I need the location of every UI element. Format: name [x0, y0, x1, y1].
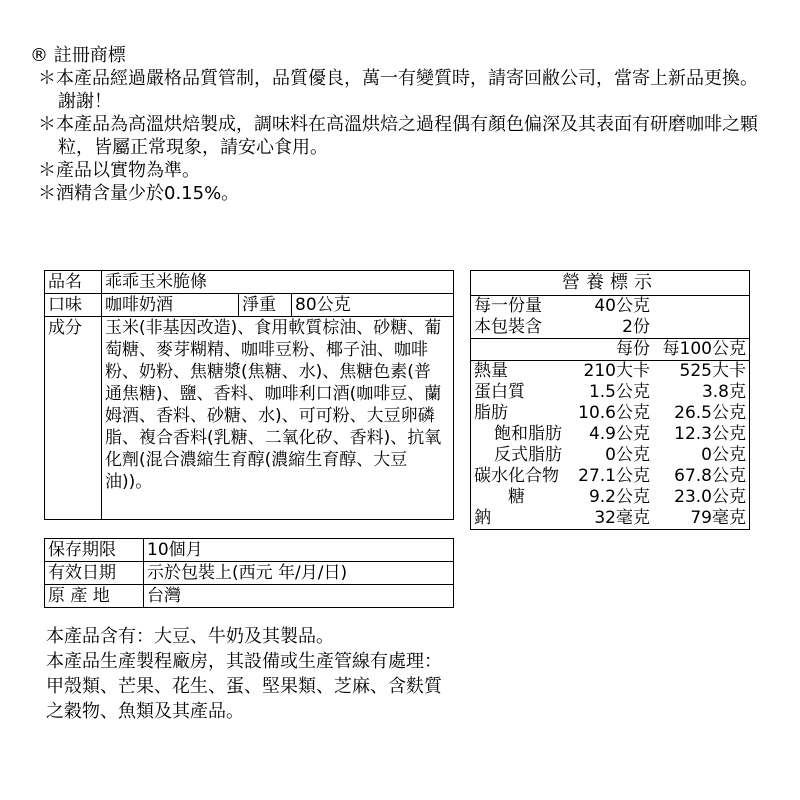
serving-label: 每一份量 [474, 296, 542, 316]
nutrient-per: 32毫克 [594, 508, 650, 528]
ingredients-value: 玉米(非基因改造)、食用軟質棕油、砂糖、葡萄糖、麥芽糊精、咖啡豆粉、椰子油、咖啡粉、奶粉、焦糖漿(焦糖、水)、焦糖色素(普通焦糖)、鹽、香料、咖啡利口酒(咖啡豆、蘭姆酒、香料、砂糖、水)、可可粉、大豆卵磷脂、複合香料(乳糖、二氧化矽、香料)、抗氧化劑(混合濃縮生育醇(濃縮生育醇、大豆油))。 [102, 317, 454, 520]
allergy-section [46, 624, 766, 724]
col-per-100: 每100公克 [662, 339, 746, 359]
registered-mark: ® 註冊商標 [30, 45, 126, 66]
nutrient-per100: 525大卡 [679, 361, 746, 381]
nutrient-per100: 0公克 [701, 445, 746, 465]
name-label: 品名 [45, 271, 102, 294]
nutrient-name: 脂肪 [474, 403, 508, 423]
notes-section [30, 44, 770, 205]
nutrition-row [471, 382, 749, 403]
nutrient-per: 10.6公克 [578, 403, 650, 423]
nutrient-per: 9.2公克 [588, 487, 650, 507]
nutrient-per100: 26.5公克 [674, 403, 746, 423]
allergy-line-2: 本產品生產製程廠房，其設備或生產管線有處理： [46, 651, 442, 672]
product-info-table [44, 270, 454, 520]
nutrition-row [471, 487, 749, 508]
net-label: 淨重 [239, 294, 292, 317]
serving-value: 40公克 [594, 296, 650, 316]
allergy-line-3: 甲殼類、芒果、花生、蛋、堅果類、芝麻、含麩質 [46, 676, 442, 697]
nutrient-name: 反式脂肪 [494, 445, 562, 465]
nutrition-row [471, 508, 749, 529]
note-alcohol: ＊酒精含量少於0.15%。 [38, 183, 240, 204]
nutrient-per: 27.1公克 [578, 466, 650, 486]
nutrient-per: 0公克 [605, 445, 650, 465]
expiry-value: 示於包裝上(西元 年/月/日) [144, 562, 454, 585]
note-baking: ＊本產品為高溫烘焙製成，調味料在高溫烘焙之過程偶有顏色偏深及其表面有研磨咖啡之顆粒，皆屬正常現象，請安心食用。 [38, 114, 758, 158]
nutrient-name: 糖 [508, 487, 525, 507]
allergy-line-1: 本產品含有：大豆、牛奶及其製品。 [46, 626, 334, 647]
col-per-serving: 每份 [616, 339, 650, 359]
nutrition-title: 營養標示 [471, 271, 749, 296]
nutrient-name: 碳水化合物 [474, 466, 559, 486]
nutrient-per100: 12.3公克 [674, 424, 746, 444]
nutrient-per100: 3.8克 [701, 382, 746, 402]
nutrition-row [471, 466, 749, 487]
servings-value: 2份 [622, 317, 650, 337]
nutrient-name: 鈉 [474, 508, 491, 528]
flavor-label: 口味 [45, 294, 102, 317]
nutrition-row [471, 361, 749, 382]
origin-value: 台灣 [144, 585, 454, 608]
product-dates-table [44, 538, 454, 608]
note-quality: ＊本產品經過嚴格品質管制，品質優良，萬一有變質時，請寄回敝公司，當寄上新品更換。謝謝！ [38, 68, 758, 112]
shelf-value: 10個月 [144, 539, 454, 562]
ingredients-label: 成分 [45, 317, 102, 520]
nutrient-per: 1.5公克 [588, 382, 650, 402]
nutrient-per: 4.9公克 [588, 424, 650, 444]
nutrition-row [471, 424, 749, 445]
nutrition-row [471, 445, 749, 466]
nutrient-name: 熱量 [474, 361, 508, 381]
nutrient-per100: 67.8公克 [674, 466, 746, 486]
nutrition-row [471, 403, 749, 424]
nutrient-per100: 23.0公克 [674, 487, 746, 507]
flavor-value: 咖啡奶酒 [102, 294, 239, 317]
nutrient-name: 飽和脂肪 [494, 424, 562, 444]
expiry-label: 有效日期 [45, 562, 144, 585]
note-actual: ＊產品以實物為準。 [38, 160, 200, 181]
nutrient-per100: 79毫克 [690, 508, 746, 528]
product-name: 乖乖玉米脆條 [102, 271, 454, 294]
nutrient-name: 蛋白質 [474, 382, 525, 402]
allergy-line-4: 之穀物、魚類及其產品。 [46, 701, 244, 722]
nutrient-per: 210大卡 [583, 361, 650, 381]
shelf-label: 保存期限 [45, 539, 144, 562]
net-value: 80公克 [292, 294, 454, 317]
servings-label: 本包裝含 [474, 317, 542, 337]
origin-label: 原 產 地 [45, 585, 144, 608]
nutrition-table [470, 270, 750, 530]
